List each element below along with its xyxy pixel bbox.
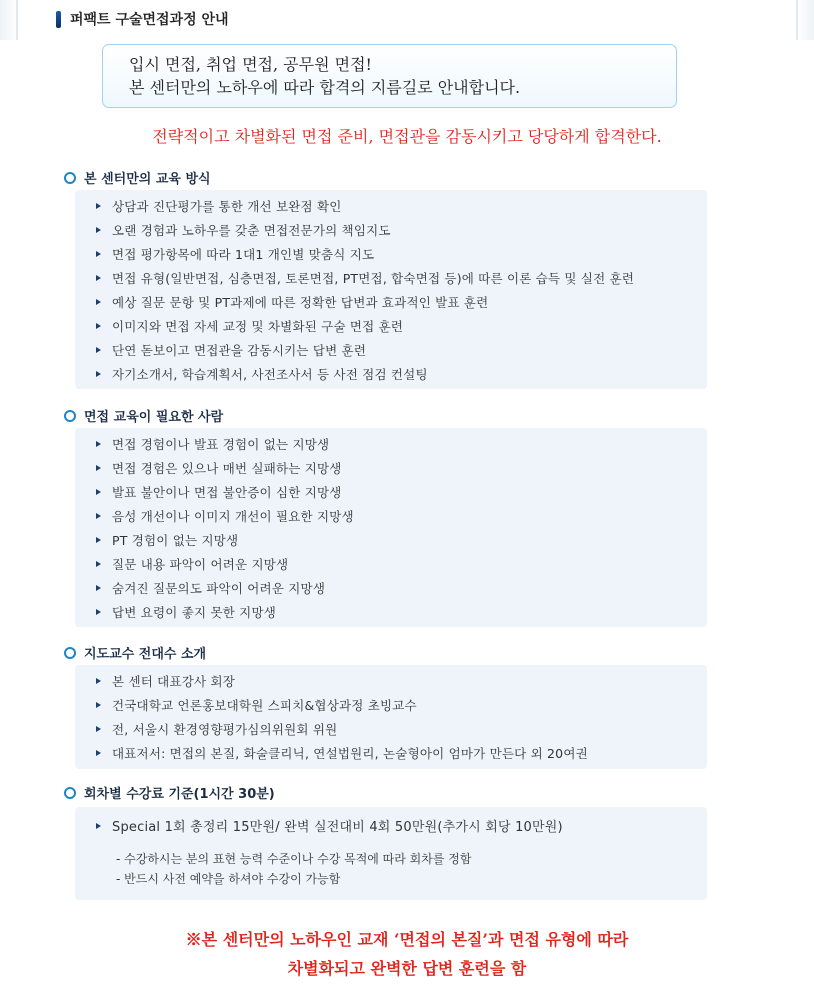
list-item-text: PT 경험이 없는 지망생: [112, 533, 239, 548]
list-item: [96, 459, 342, 477]
section-fee-title: [64, 783, 275, 802]
section-title-text: 회차별 수강료 기준(1시간 30분): [84, 787, 275, 802]
circle-bullet-icon: [64, 172, 76, 184]
list-item: [96, 365, 428, 383]
list-item-text: 단연 돋보이고 면접관을 감동시키는 답변 훈련: [112, 343, 367, 358]
page-title-text: 퍼팩트 구술면접과정 안내: [70, 12, 229, 28]
triangle-bullet-icon: [96, 441, 101, 447]
list-item-text: Special 1회 총정리 15만원/ 완벽 실전대비 4회 50만원(추가시 회당 10만원): [112, 820, 563, 835]
triangle-bullet-icon: [96, 275, 101, 281]
triangle-bullet-icon: [96, 227, 101, 233]
footer-line-2: 차별화되고 완벽한 답변 훈련을 함: [287, 959, 527, 978]
list-item: [96, 483, 342, 501]
section-target-audience-panel: [75, 428, 707, 627]
list-item: [96, 744, 588, 762]
section-title-text: 지도교수 전대수 소개: [84, 647, 207, 662]
list-item: [96, 197, 342, 215]
list-item: [96, 293, 488, 311]
section-title-text: 본 센터만의 교육 방식: [84, 172, 211, 187]
section-instructor-title: [64, 643, 206, 662]
section-education-method-panel: [75, 190, 707, 389]
list-item-text: 예상 질문 문항 및 PT과제에 따른 정확한 답변과 효과적인 발표 훈련: [112, 295, 489, 310]
list-item-text: 질문 내용 파악이 어려운 지망생: [112, 557, 289, 572]
list-item: [96, 816, 563, 835]
page-title: [56, 9, 229, 29]
section-fee-panel: [75, 807, 707, 900]
section-education-method-title: [64, 168, 211, 187]
triangle-bullet-icon: [96, 609, 101, 615]
list-item: [96, 603, 276, 621]
triangle-bullet-icon: [96, 561, 101, 567]
intro-line-2: 본 센터만의 노하우에 따라 합격의 지름길로 안내합니다.: [129, 78, 521, 97]
list-item: [96, 435, 329, 453]
title-bar-icon: [56, 11, 61, 28]
section-target-audience-title: [64, 406, 223, 425]
circle-bullet-icon: [64, 410, 76, 422]
list-item: [96, 579, 325, 597]
triangle-bullet-icon: [96, 347, 101, 353]
triangle-bullet-icon: [96, 585, 101, 591]
list-item-text: 면접 유형(일반면접, 심층면접, 토론면접, PT면접, 합숙면접 등)에 따른 이론 습득 및 실전 훈련: [112, 271, 635, 286]
fee-note-2: - 반드시 사전 예약을 하셔야 수강이 가능함: [116, 872, 341, 886]
frame-left-decoration: [0, 0, 18, 40]
list-item: [96, 696, 417, 714]
triangle-bullet-icon: [96, 513, 101, 519]
footer-line-1: ※본 센터만의 노하우인 교재 ‘면접의 본질’과 면접 유형에 따라: [185, 930, 629, 949]
section-instructor-panel: [75, 665, 707, 769]
list-item-text: 면접 경험은 있으나 매번 실패하는 지망생: [112, 461, 342, 476]
fee-note-1: - 수강하시는 분의 표현 능력 수준이나 수강 목적에 따라 회차를 정함: [116, 852, 472, 866]
frame-right-decoration: [796, 0, 814, 40]
list-item-text: 건국대학교 언론홍보대학원 스피치&협상과정 초빙교수: [112, 698, 417, 713]
triangle-bullet-icon: [96, 726, 101, 732]
list-item-text: 상담과 진단평가를 통한 개선 보완점 확인: [112, 199, 342, 214]
list-item: [96, 341, 366, 359]
section-title-text: 면접 교육이 필요한 사람: [84, 410, 224, 425]
list-item-text: 답변 요령이 좋지 못한 지망생: [112, 605, 276, 620]
list-item: [96, 317, 403, 335]
list-item: [96, 245, 374, 263]
triangle-bullet-icon: [96, 299, 101, 305]
list-item-text: 본 센터 대표강사 회장: [112, 674, 235, 689]
circle-bullet-icon: [64, 787, 76, 799]
triangle-bullet-icon: [96, 678, 101, 684]
circle-bullet-icon: [64, 647, 76, 659]
list-item-text: 발표 불안이나 면접 불안증이 심한 지망생: [112, 485, 342, 500]
triangle-bullet-icon: [96, 750, 101, 756]
list-item-text: 자기소개서, 학습계획서, 사전조사서 등 사전 점검 컨설팅: [112, 367, 428, 382]
slogan: 전략적이고 차별화된 면접 준비, 면접관을 감동시키고 당당하게 합격한다.: [152, 127, 662, 146]
list-item: [96, 507, 354, 525]
triangle-bullet-icon: [96, 203, 101, 209]
list-item-text: 오랜 경험과 노하우를 갖춘 면접전문가의 책임지도: [112, 223, 391, 238]
list-item: [96, 531, 238, 549]
list-item-text: 음성 개선이나 이미지 개선이 필요한 지망생: [112, 509, 354, 524]
list-item: [96, 221, 391, 239]
intro-box: [102, 44, 677, 108]
triangle-bullet-icon: [96, 251, 101, 257]
list-item: [96, 720, 337, 738]
triangle-bullet-icon: [96, 489, 101, 495]
intro-line-1: 입시 면접, 취업 면접, 공무원 면접!: [129, 55, 372, 74]
list-item-text: 이미지와 면접 자세 교정 및 차별화된 구술 면접 훈련: [112, 319, 404, 334]
list-item-text: 면접 평가항목에 따라 1대1 개인별 맞춤식 지도: [112, 247, 375, 262]
list-item-text: 전, 서울시 환경영향평가심의위원회 위원: [112, 722, 338, 737]
list-item-text: 면접 경험이나 발표 경험이 없는 지망생: [112, 437, 330, 452]
list-item: [96, 555, 288, 573]
triangle-bullet-icon: [96, 371, 101, 377]
list-item: [96, 269, 634, 287]
triangle-bullet-icon: [96, 323, 101, 329]
triangle-bullet-icon: [96, 702, 101, 708]
list-item-text: 대표저서: 면접의 본질, 화술클리닉, 연설법원리, 논술형아이 엄마가 만든다 외 20여권: [112, 746, 588, 761]
triangle-bullet-icon: [96, 823, 101, 829]
triangle-bullet-icon: [96, 537, 101, 543]
list-item-text: 숨겨진 질문의도 파악이 어려운 지망생: [112, 581, 326, 596]
triangle-bullet-icon: [96, 465, 101, 471]
list-item: [96, 672, 235, 690]
